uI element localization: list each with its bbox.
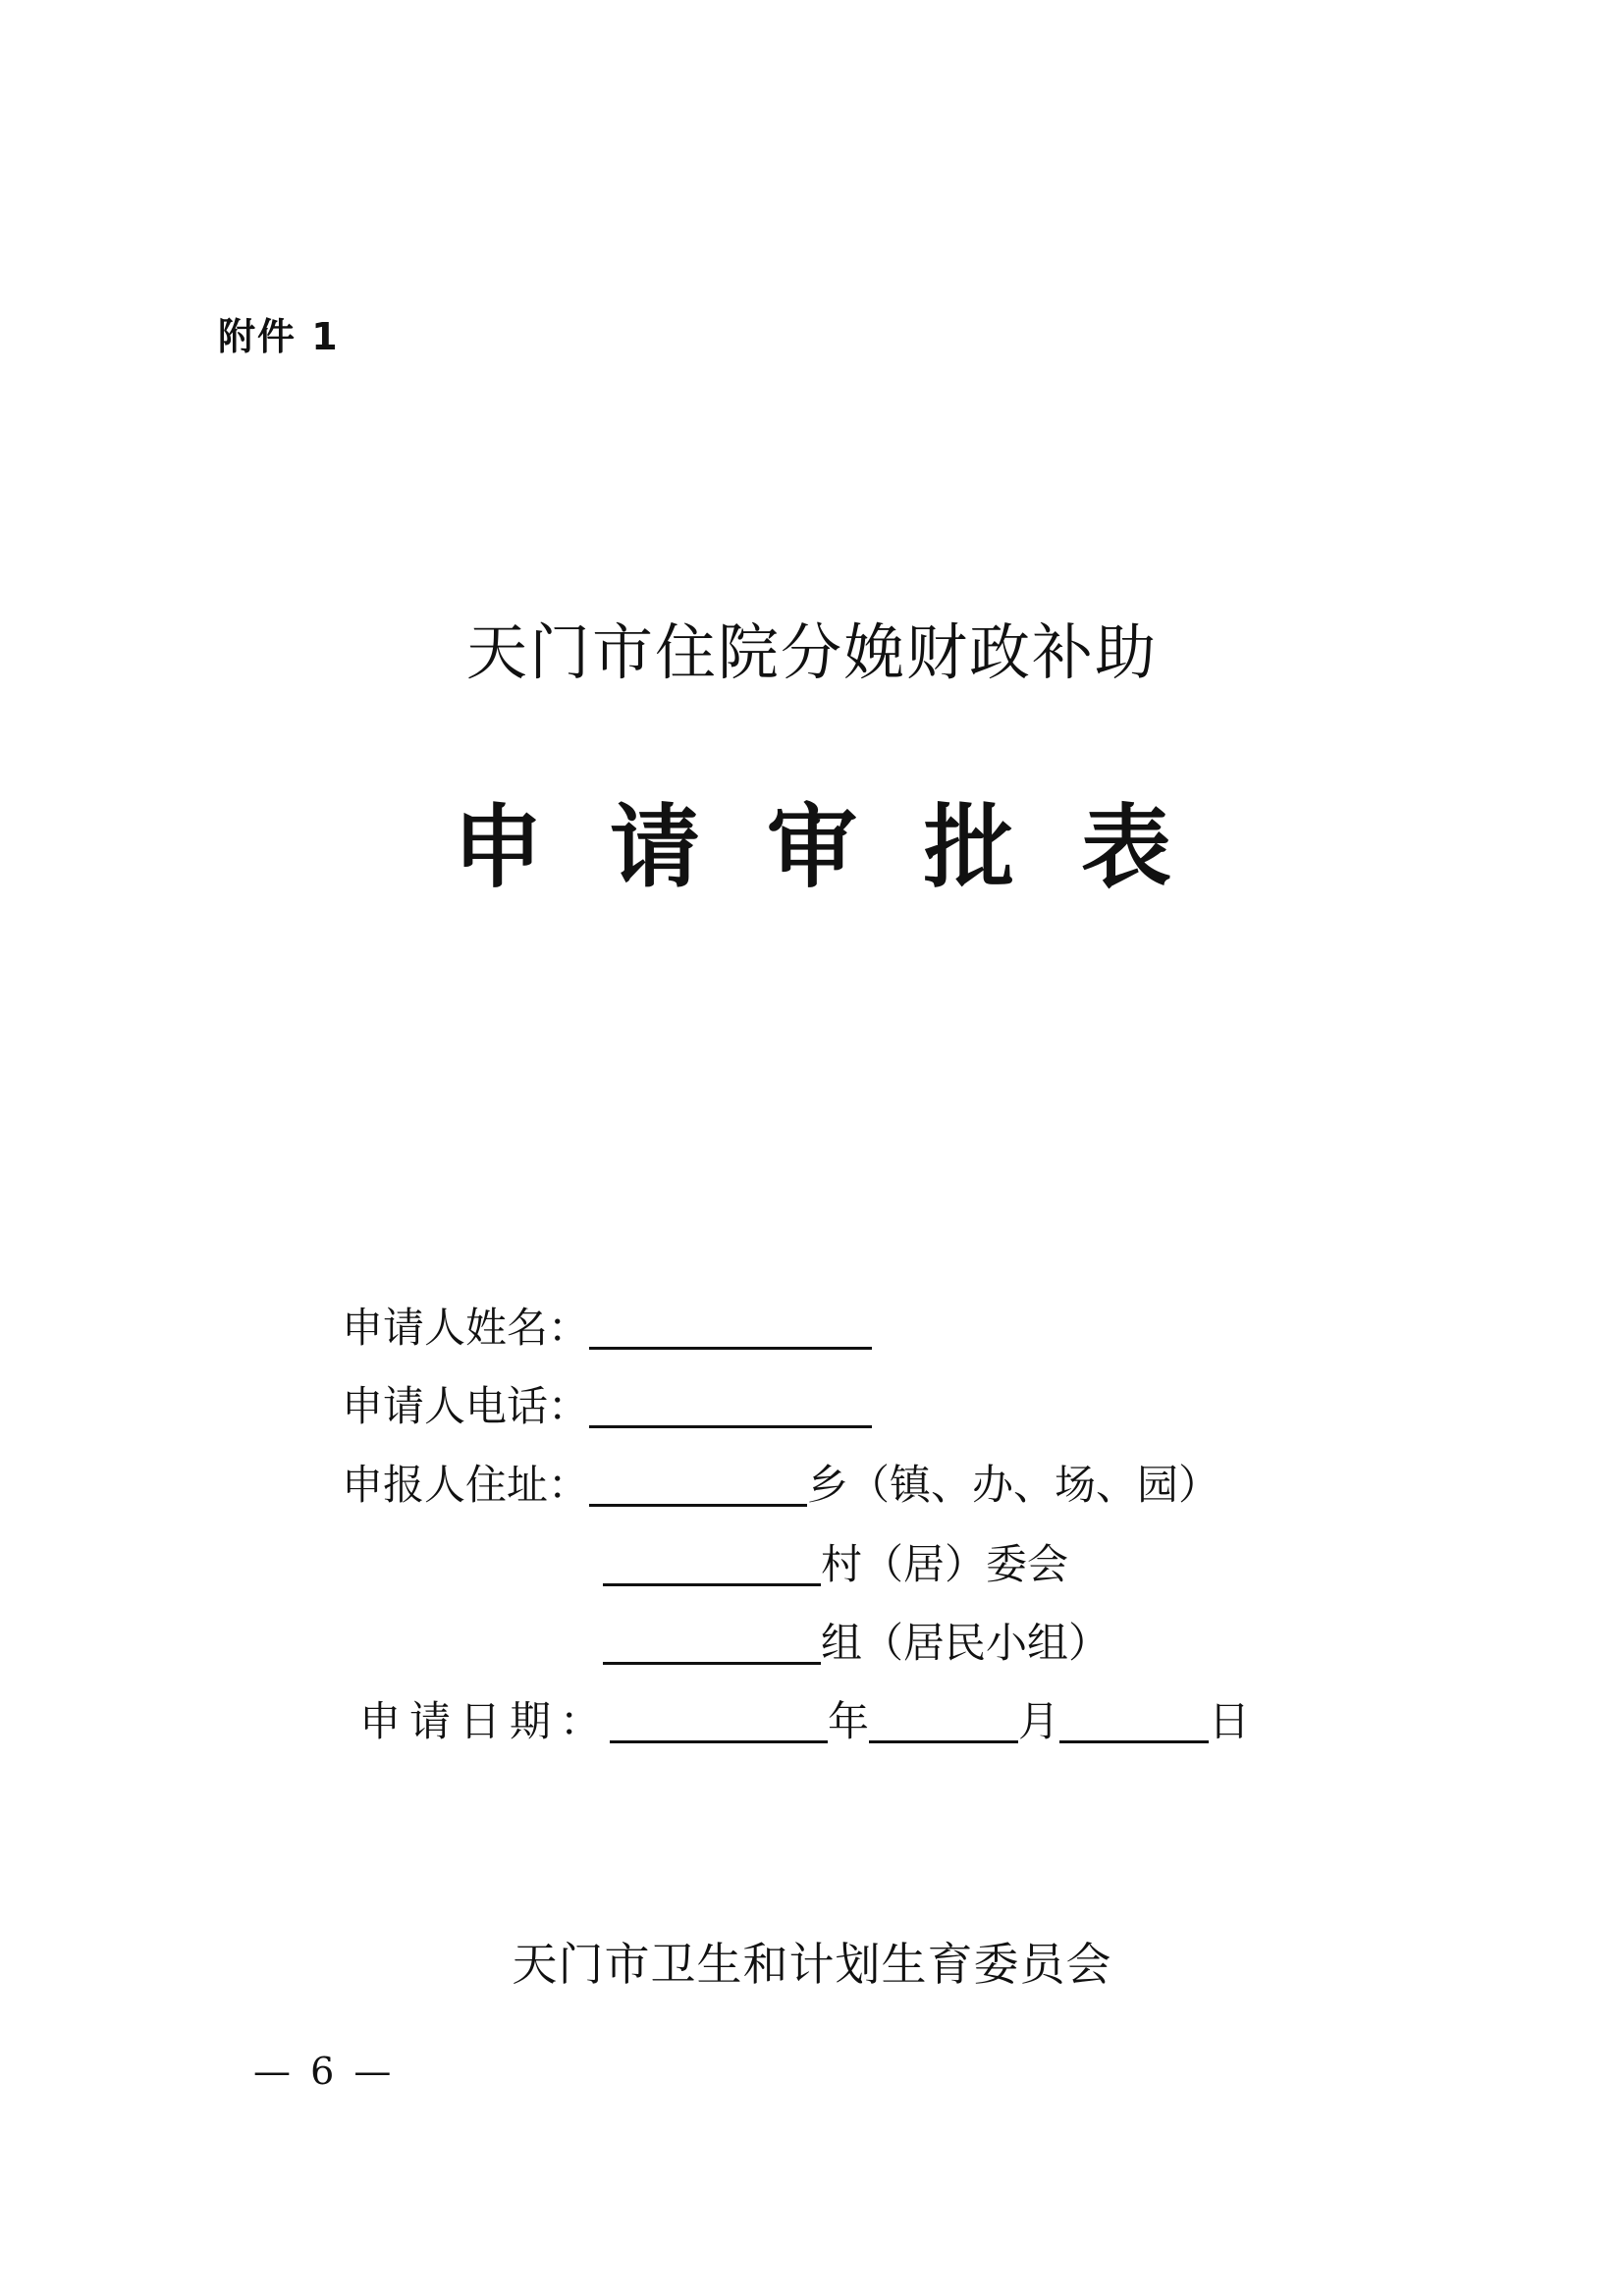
document-subtitle: 申请审批表	[452, 794, 1238, 900]
phone-label: 申请人电话：	[342, 1382, 590, 1430]
issuing-organization: 天门市卫生和计划生育委员会	[512, 1938, 1112, 1991]
page-number: — 6 —	[253, 2050, 396, 2093]
phone-field-row	[342, 1379, 872, 1434]
date-month-label: 月	[1018, 1697, 1060, 1745]
address-village-input-line[interactable]	[603, 1544, 821, 1586]
date-label: 申请日期：	[359, 1697, 611, 1745]
address-town-suffix: 乡（镇、办、场、园）	[807, 1461, 1220, 1509]
date-day-input-line[interactable]	[1059, 1701, 1209, 1743]
address-group-row	[603, 1616, 1110, 1671]
document-title: 天门市住院分娩财政补助	[465, 616, 1158, 688]
date-year-label: 年	[828, 1697, 870, 1745]
name-input-line[interactable]	[589, 1308, 872, 1350]
name-label: 申请人姓名：	[342, 1304, 590, 1352]
address-village-suffix: 村（居）委会	[821, 1540, 1069, 1588]
name-field-row	[342, 1301, 872, 1356]
date-month-input-line[interactable]	[869, 1701, 1018, 1743]
date-field-row	[359, 1694, 1250, 1749]
address-group-suffix: 组（居民小组）	[821, 1619, 1110, 1667]
address-town-input-line[interactable]	[589, 1465, 807, 1507]
date-year-input-line[interactable]	[610, 1701, 828, 1743]
date-day-label: 日	[1209, 1697, 1251, 1745]
address-group-input-line[interactable]	[603, 1623, 821, 1665]
attachment-label: 附件 1	[218, 315, 340, 358]
address-label: 申报人住址：	[342, 1461, 590, 1509]
address-village-row	[603, 1537, 1068, 1592]
phone-input-line[interactable]	[589, 1386, 872, 1428]
address-town-row	[342, 1458, 1219, 1513]
